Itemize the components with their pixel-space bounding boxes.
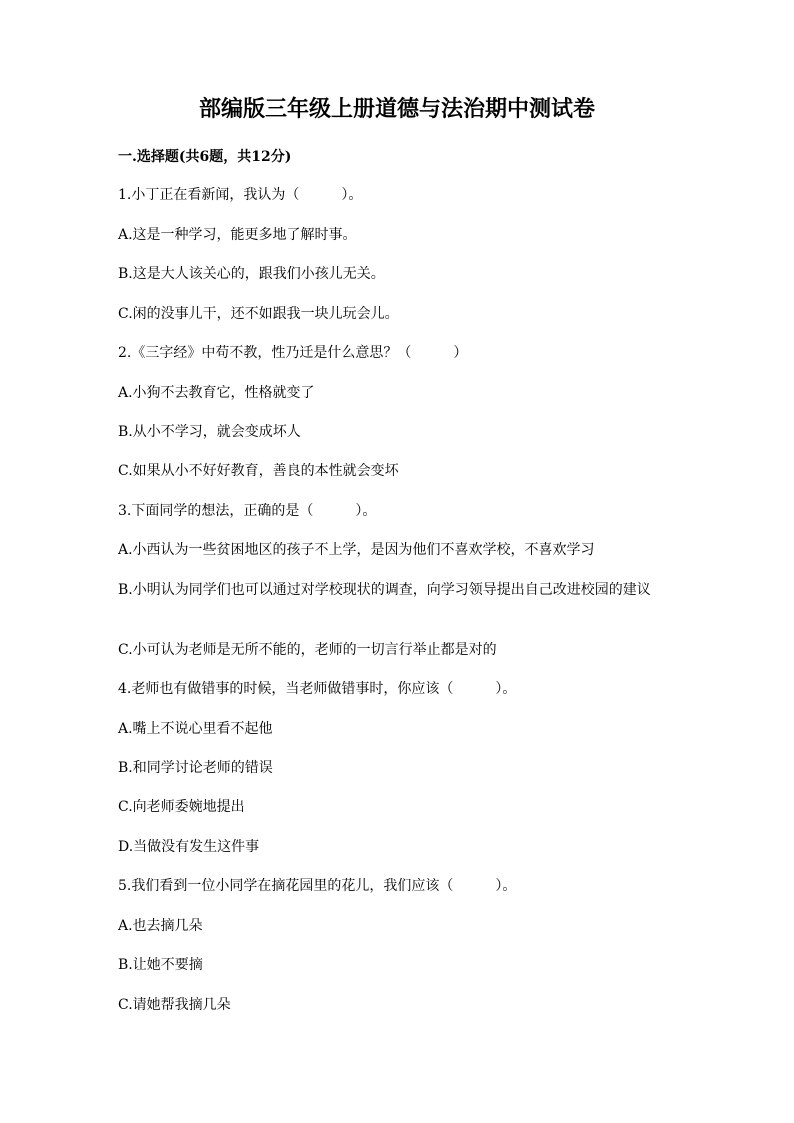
question-4-option-c: C.向老师委婉地提出 <box>118 799 245 815</box>
question-3-option-b: B.小明认为同学们也可以通过对学校现状的调查，向学习领导提出自己改进校园的建议 <box>118 582 651 598</box>
question-5-stem: 5.我们看到一位小同学在摘花园里的花儿，我们应该（ ）。 <box>118 878 517 894</box>
question-1-option-c: C.闲的没事儿干，还不如跟我一块儿玩会儿。 <box>118 306 399 322</box>
question-3-stem: 3.下面同学的想法，正确的是（ ）。 <box>118 503 377 519</box>
question-3-option-c: C.小可认为老师是无所不能的，老师的一切言行举止都是对的 <box>118 642 497 658</box>
question-1-stem: 1.小丁正在看新闻，我认为（ ）。 <box>118 187 363 203</box>
question-5-option-a: A.也去摘几朵 <box>118 918 203 934</box>
question-5-option-b: B.让她不要摘 <box>118 957 203 973</box>
question-2-option-c: C.如果从小不好好教育，善良的本性就会变坏 <box>118 463 399 479</box>
question-4-option-b: B.和同学讨论老师的错误 <box>118 760 273 776</box>
question-2-option-b: B.从小不学习，就会变成坏人 <box>118 424 301 440</box>
question-2-option-a: A.小狗不去教育它，性格就变了 <box>118 385 315 401</box>
question-5-option-c: C.请她帮我摘几朵 <box>118 997 231 1013</box>
question-4-option-a: A.嘴上不说心里看不起他 <box>118 721 273 737</box>
question-4-option-d: D.当做没有发生这件事 <box>118 839 260 855</box>
question-4-stem: 4.老师也有做错事的时候，当老师做错事时，你应该（ ）。 <box>118 681 517 697</box>
section-heading: 一.选择题(共6题，共12分) <box>118 149 292 165</box>
question-2-stem: 2.《三字经》中苟不教，性乃迁是什么意思？（ ） <box>118 345 468 361</box>
question-3-option-a: A.小西认为一些贫困地区的孩子不上学，是因为他们不喜欢学校，不喜欢学习 <box>118 542 595 558</box>
question-1-option-b: B.这是大人该关心的，跟我们小孩儿无关。 <box>118 266 385 282</box>
question-1-option-a: A.这是一种学习，能更多地了解时事。 <box>118 227 357 243</box>
page-title: 部编版三年级上册道德与法治期中测试卷 <box>198 96 595 122</box>
